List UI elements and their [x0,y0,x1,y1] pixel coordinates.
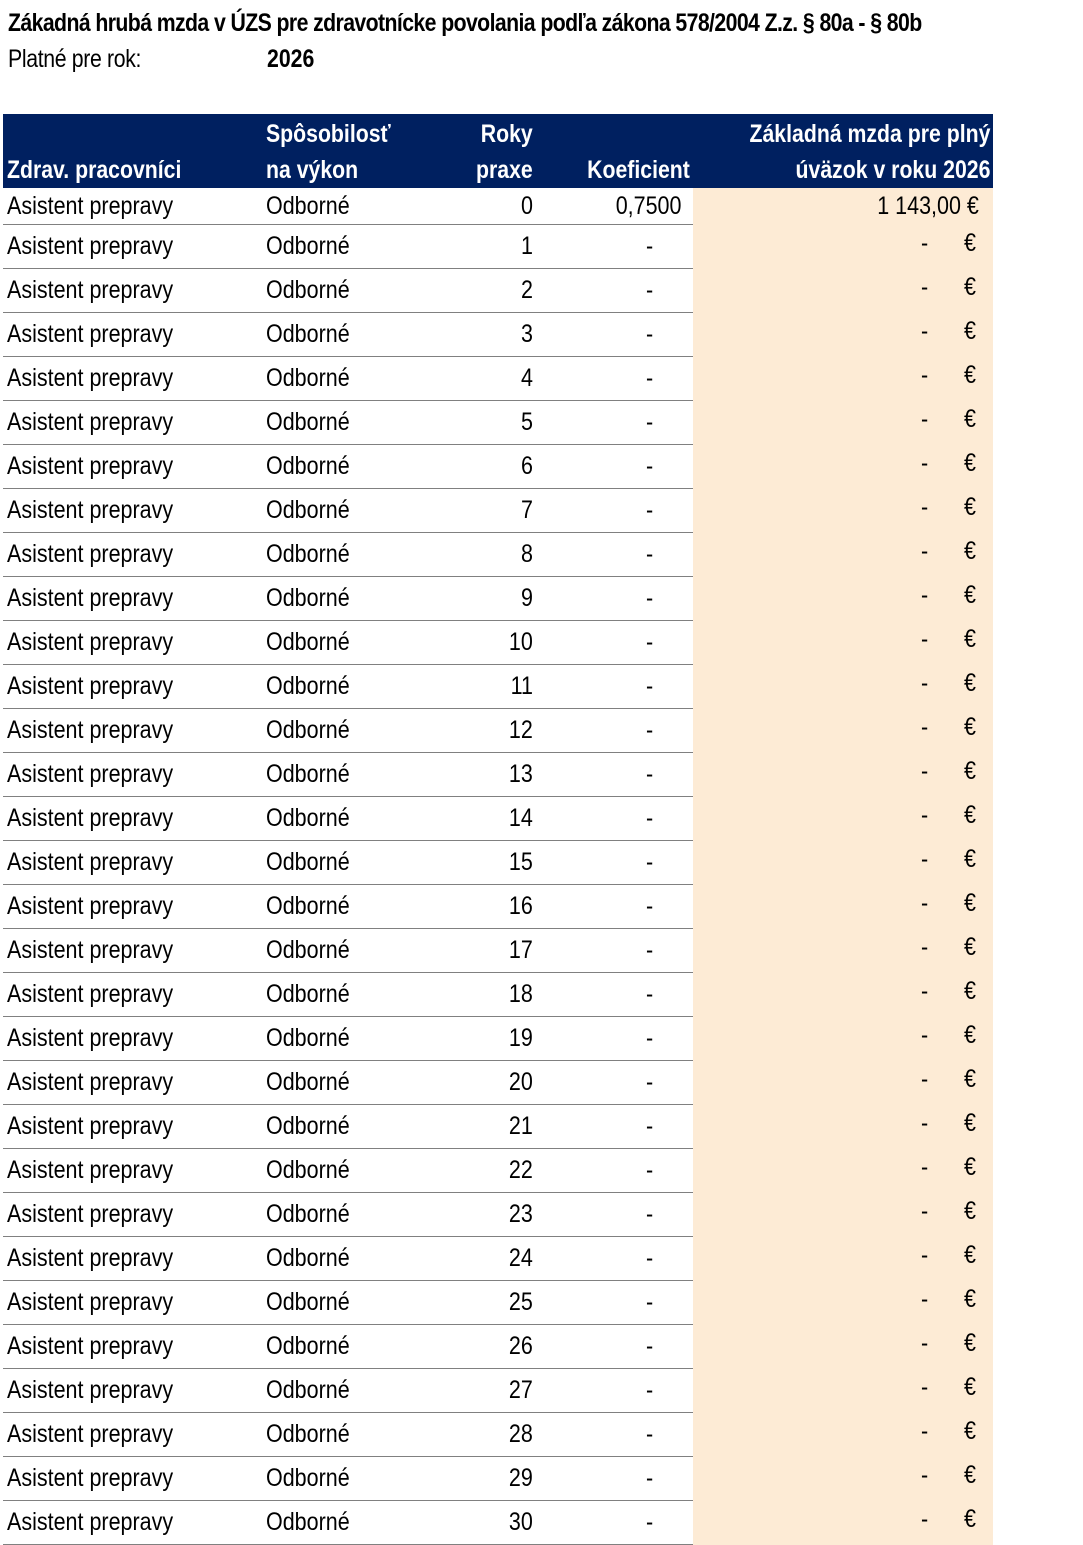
years-cell: 14 [432,797,536,841]
currency-symbol: € [964,1109,977,1137]
wage-dash: - [920,273,928,301]
currency-symbol: € [964,625,977,653]
years-cell: 30 [432,1501,536,1545]
worker-name-cell: Asistent prepravy [3,1413,262,1457]
table-row [3,533,993,577]
wage-dash: - [920,1153,928,1181]
currency-symbol: € [964,713,977,741]
wage-cell [693,225,993,269]
competence-cell: Odborné [262,1105,432,1149]
worker-name-cell: Asistent prepravy [3,665,262,709]
wage-cell [693,709,993,753]
currency-symbol: € [964,977,977,1005]
worker-name-cell: Asistent prepravy [3,489,262,533]
currency-symbol: € [964,1021,977,1049]
competence-cell: Odborné [262,621,432,665]
coefficient-cell: - [536,1369,693,1413]
years-cell: 28 [432,1413,536,1457]
wage-dash: - [920,713,928,741]
wage-cell [693,401,993,445]
worker-name-cell: Asistent prepravy [3,357,262,401]
worker-name-cell: Asistent prepravy [3,188,262,225]
years-cell: 22 [432,1149,536,1193]
column-header-years: Roky praxe [432,114,536,188]
currency-symbol: € [964,537,977,565]
table-row [3,357,993,401]
years-cell: 4 [432,357,536,401]
column-header-coefficient: Koeficient [536,114,693,188]
competence-cell: Odborné [262,1457,432,1501]
table-row [3,1501,993,1545]
table-row [3,1369,993,1413]
currency-symbol: € [964,1373,977,1401]
competence-cell: Odborné [262,357,432,401]
column-header-competence: Spôsobilosť na výkon [262,114,432,188]
currency-symbol: € [964,1065,977,1093]
years-cell: 21 [432,1105,536,1149]
wage-dash: - [920,537,928,565]
table-row [3,313,993,357]
coefficient-cell: - [536,1413,693,1457]
currency-symbol: € [964,1153,977,1181]
worker-name-cell: Asistent prepravy [3,885,262,929]
competence-cell: Odborné [262,885,432,929]
currency-symbol: € [964,1285,977,1313]
currency-symbol: € [964,317,977,345]
years-cell: 13 [432,753,536,797]
coefficient-cell: - [536,709,693,753]
wage-dash: - [920,449,928,477]
years-cell: 11 [432,665,536,709]
page-title: Zákadná hrubá mzda v ÚZS pre zdravotnícke povolania podľa zákona 578/2004 Z.z. § 80a - § 80b [8,9,922,37]
coefficient-cell: - [536,929,693,973]
competence-cell: Odborné [262,1501,432,1545]
wage-dash: - [920,889,928,917]
worker-name-cell: Asistent prepravy [3,225,262,269]
table-row [3,401,993,445]
wage-dash: - [920,669,928,697]
wage-cell [693,489,993,533]
coefficient-cell: - [536,401,693,445]
worker-name-cell: Asistent prepravy [3,1457,262,1501]
years-cell: 16 [432,885,536,929]
competence-cell: Odborné [262,489,432,533]
wage-dash: - [920,1373,928,1401]
years-cell: 19 [432,1017,536,1061]
coefficient-cell: - [536,621,693,665]
worker-name-cell: Asistent prepravy [3,753,262,797]
year-value: 2026 [267,45,315,73]
column-header-wage: Základná mzda pre plný úväzok v roku 2026 [693,114,993,188]
table-row [3,1017,993,1061]
coefficient-cell: - [536,1457,693,1501]
years-cell: 12 [432,709,536,753]
competence-cell: Odborné [262,797,432,841]
wage-dash: - [920,1329,928,1357]
table-row [3,225,993,269]
wage-cell [693,753,993,797]
coefficient-cell: - [536,973,693,1017]
wage-cell [693,1325,993,1369]
table-row [3,841,993,885]
currency-symbol: € [964,933,977,961]
competence-cell: Odborné [262,973,432,1017]
years-cell: 24 [432,1237,536,1281]
worker-name-cell: Asistent prepravy [3,709,262,753]
wage-cell [693,533,993,577]
worker-name-cell: Asistent prepravy [3,1193,262,1237]
worker-name-cell: Asistent prepravy [3,973,262,1017]
competence-cell: Odborné [262,841,432,885]
years-cell: 25 [432,1281,536,1325]
years-cell: 20 [432,1061,536,1105]
wage-cell [693,188,993,225]
wage-cell [693,973,993,1017]
wage-cell [693,797,993,841]
competence-cell: Odborné [262,1149,432,1193]
wage-cell [693,1237,993,1281]
wage-cell [693,269,993,313]
table-row [3,753,993,797]
years-cell: 3 [432,313,536,357]
coefficient-cell: - [536,797,693,841]
currency-symbol: € [964,889,977,917]
currency-symbol: € [964,1505,977,1533]
wage-dash: - [920,1197,928,1225]
table-row [3,1325,993,1369]
table-row [3,489,993,533]
coefficient-cell: - [536,1237,693,1281]
wage-value: 1 143,00 € [877,191,979,220]
competence-cell: Odborné [262,269,432,313]
years-cell: 0 [432,188,536,225]
worker-name-cell: Asistent prepravy [3,1061,262,1105]
coefficient-cell: - [536,445,693,489]
currency-symbol: € [964,493,977,521]
year-label: Platné pre rok: [8,45,142,73]
table-row [3,665,993,709]
wage-dash: - [920,1021,928,1049]
coefficient-cell: - [536,269,693,313]
years-cell: 1 [432,225,536,269]
worker-name-cell: Asistent prepravy [3,797,262,841]
wage-cell [693,1017,993,1061]
coefficient-cell: 0,7500 [536,188,693,225]
table-row [3,269,993,313]
competence-cell: Odborné [262,577,432,621]
currency-symbol: € [964,757,977,785]
competence-cell: Odborné [262,709,432,753]
table-row [3,885,993,929]
wage-cell [693,357,993,401]
coefficient-cell: - [536,841,693,885]
currency-symbol: € [964,449,977,477]
wage-table [3,114,993,1545]
worker-name-cell: Asistent prepravy [3,1501,262,1545]
table-row [3,188,993,225]
wage-cell [693,1061,993,1105]
wage-cell [693,885,993,929]
wage-cell [693,1193,993,1237]
competence-cell: Odborné [262,1413,432,1457]
wage-dash: - [920,493,928,521]
currency-symbol: € [964,669,977,697]
wage-cell [693,313,993,357]
wage-dash: - [920,1285,928,1313]
years-cell: 27 [432,1369,536,1413]
competence-cell: Odborné [262,1281,432,1325]
currency-symbol: € [964,1461,977,1489]
currency-symbol: € [964,1197,977,1225]
wage-dash: - [920,1065,928,1093]
table-row [3,797,993,841]
wage-dash: - [920,1417,928,1445]
worker-name-cell: Asistent prepravy [3,533,262,577]
years-cell: 15 [432,841,536,885]
table-row [3,1105,993,1149]
wage-dash: - [920,1109,928,1137]
competence-cell: Odborné [262,1369,432,1413]
competence-cell: Odborné [262,188,432,225]
currency-symbol: € [964,1417,977,1445]
coefficient-cell: - [536,1325,693,1369]
coefficient-cell: - [536,1501,693,1545]
competence-cell: Odborné [262,225,432,269]
wage-dash: - [920,801,928,829]
wage-dash: - [920,977,928,1005]
coefficient-cell: - [536,1105,693,1149]
coefficient-cell: - [536,885,693,929]
wage-dash: - [920,361,928,389]
worker-name-cell: Asistent prepravy [3,1325,262,1369]
wage-cell [693,841,993,885]
years-cell: 17 [432,929,536,973]
wage-cell [693,1281,993,1325]
worker-name-cell: Asistent prepravy [3,929,262,973]
wage-cell [693,1149,993,1193]
wage-dash: - [920,845,928,873]
years-cell: 29 [432,1457,536,1501]
currency-symbol: € [964,581,977,609]
currency-symbol: € [964,801,977,829]
wage-dash: - [920,581,928,609]
coefficient-cell: - [536,489,693,533]
competence-cell: Odborné [262,1237,432,1281]
table-header-row [3,114,993,188]
coefficient-cell: - [536,1193,693,1237]
years-cell: 26 [432,1325,536,1369]
currency-symbol: € [964,361,977,389]
wage-dash: - [920,757,928,785]
table-row [3,1061,993,1105]
coefficient-cell: - [536,577,693,621]
wage-cell [693,445,993,489]
worker-name-cell: Asistent prepravy [3,577,262,621]
years-cell: 8 [432,533,536,577]
coefficient-cell: - [536,225,693,269]
years-cell: 23 [432,1193,536,1237]
table-row [3,1281,993,1325]
worker-name-cell: Asistent prepravy [3,313,262,357]
years-cell: 7 [432,489,536,533]
competence-cell: Odborné [262,1017,432,1061]
worker-name-cell: Asistent prepravy [3,445,262,489]
coefficient-cell: - [536,357,693,401]
competence-cell: Odborné [262,1193,432,1237]
table-row [3,577,993,621]
wage-dash: - [920,317,928,345]
wage-cell [693,665,993,709]
worker-name-cell: Asistent prepravy [3,1369,262,1413]
currency-symbol: € [964,405,977,433]
wage-cell [693,1457,993,1501]
coefficient-cell: - [536,1061,693,1105]
table-row [3,1193,993,1237]
currency-symbol: € [964,1329,977,1357]
table-row [3,445,993,489]
worker-name-cell: Asistent prepravy [3,841,262,885]
column-header-name: Zdrav. pracovníci [3,114,262,188]
worker-name-cell: Asistent prepravy [3,1105,262,1149]
worker-name-cell: Asistent prepravy [3,1149,262,1193]
years-cell: 6 [432,445,536,489]
competence-cell: Odborné [262,313,432,357]
competence-cell: Odborné [262,401,432,445]
table-row [3,1149,993,1193]
worker-name-cell: Asistent prepravy [3,269,262,313]
worker-name-cell: Asistent prepravy [3,621,262,665]
currency-symbol: € [964,845,977,873]
competence-cell: Odborné [262,665,432,709]
coefficient-cell: - [536,1149,693,1193]
worker-name-cell: Asistent prepravy [3,1017,262,1061]
table-row [3,709,993,753]
currency-symbol: € [964,229,977,257]
wage-cell [693,1369,993,1413]
table-row [3,929,993,973]
table-row [3,973,993,1017]
coefficient-cell: - [536,665,693,709]
wage-dash: - [920,405,928,433]
coefficient-cell: - [536,1281,693,1325]
wage-dash: - [920,1461,928,1489]
wage-cell [693,929,993,973]
competence-cell: Odborné [262,445,432,489]
competence-cell: Odborné [262,533,432,577]
coefficient-cell: - [536,1017,693,1061]
years-cell: 2 [432,269,536,313]
worker-name-cell: Asistent prepravy [3,401,262,445]
years-cell: 18 [432,973,536,1017]
wage-cell [693,1105,993,1149]
years-cell: 10 [432,621,536,665]
table-row [3,621,993,665]
currency-symbol: € [964,1241,977,1269]
wage-dash: - [920,229,928,257]
worker-name-cell: Asistent prepravy [3,1281,262,1325]
coefficient-cell: - [536,753,693,797]
years-cell: 5 [432,401,536,445]
wage-dash: - [920,1241,928,1269]
competence-cell: Odborné [262,929,432,973]
wage-cell [693,1413,993,1457]
table-row [3,1413,993,1457]
table-row [3,1237,993,1281]
years-cell: 9 [432,577,536,621]
coefficient-cell: - [536,533,693,577]
wage-dash: - [920,933,928,961]
currency-symbol: € [964,273,977,301]
worker-name-cell: Asistent prepravy [3,1237,262,1281]
competence-cell: Odborné [262,1061,432,1105]
coefficient-cell: - [536,313,693,357]
wage-dash: - [920,625,928,653]
competence-cell: Odborné [262,1325,432,1369]
wage-cell [693,621,993,665]
wage-cell [693,577,993,621]
table-row [3,1457,993,1501]
wage-dash: - [920,1505,928,1533]
wage-cell [693,1501,993,1545]
table-body [3,188,993,1545]
competence-cell: Odborné [262,753,432,797]
